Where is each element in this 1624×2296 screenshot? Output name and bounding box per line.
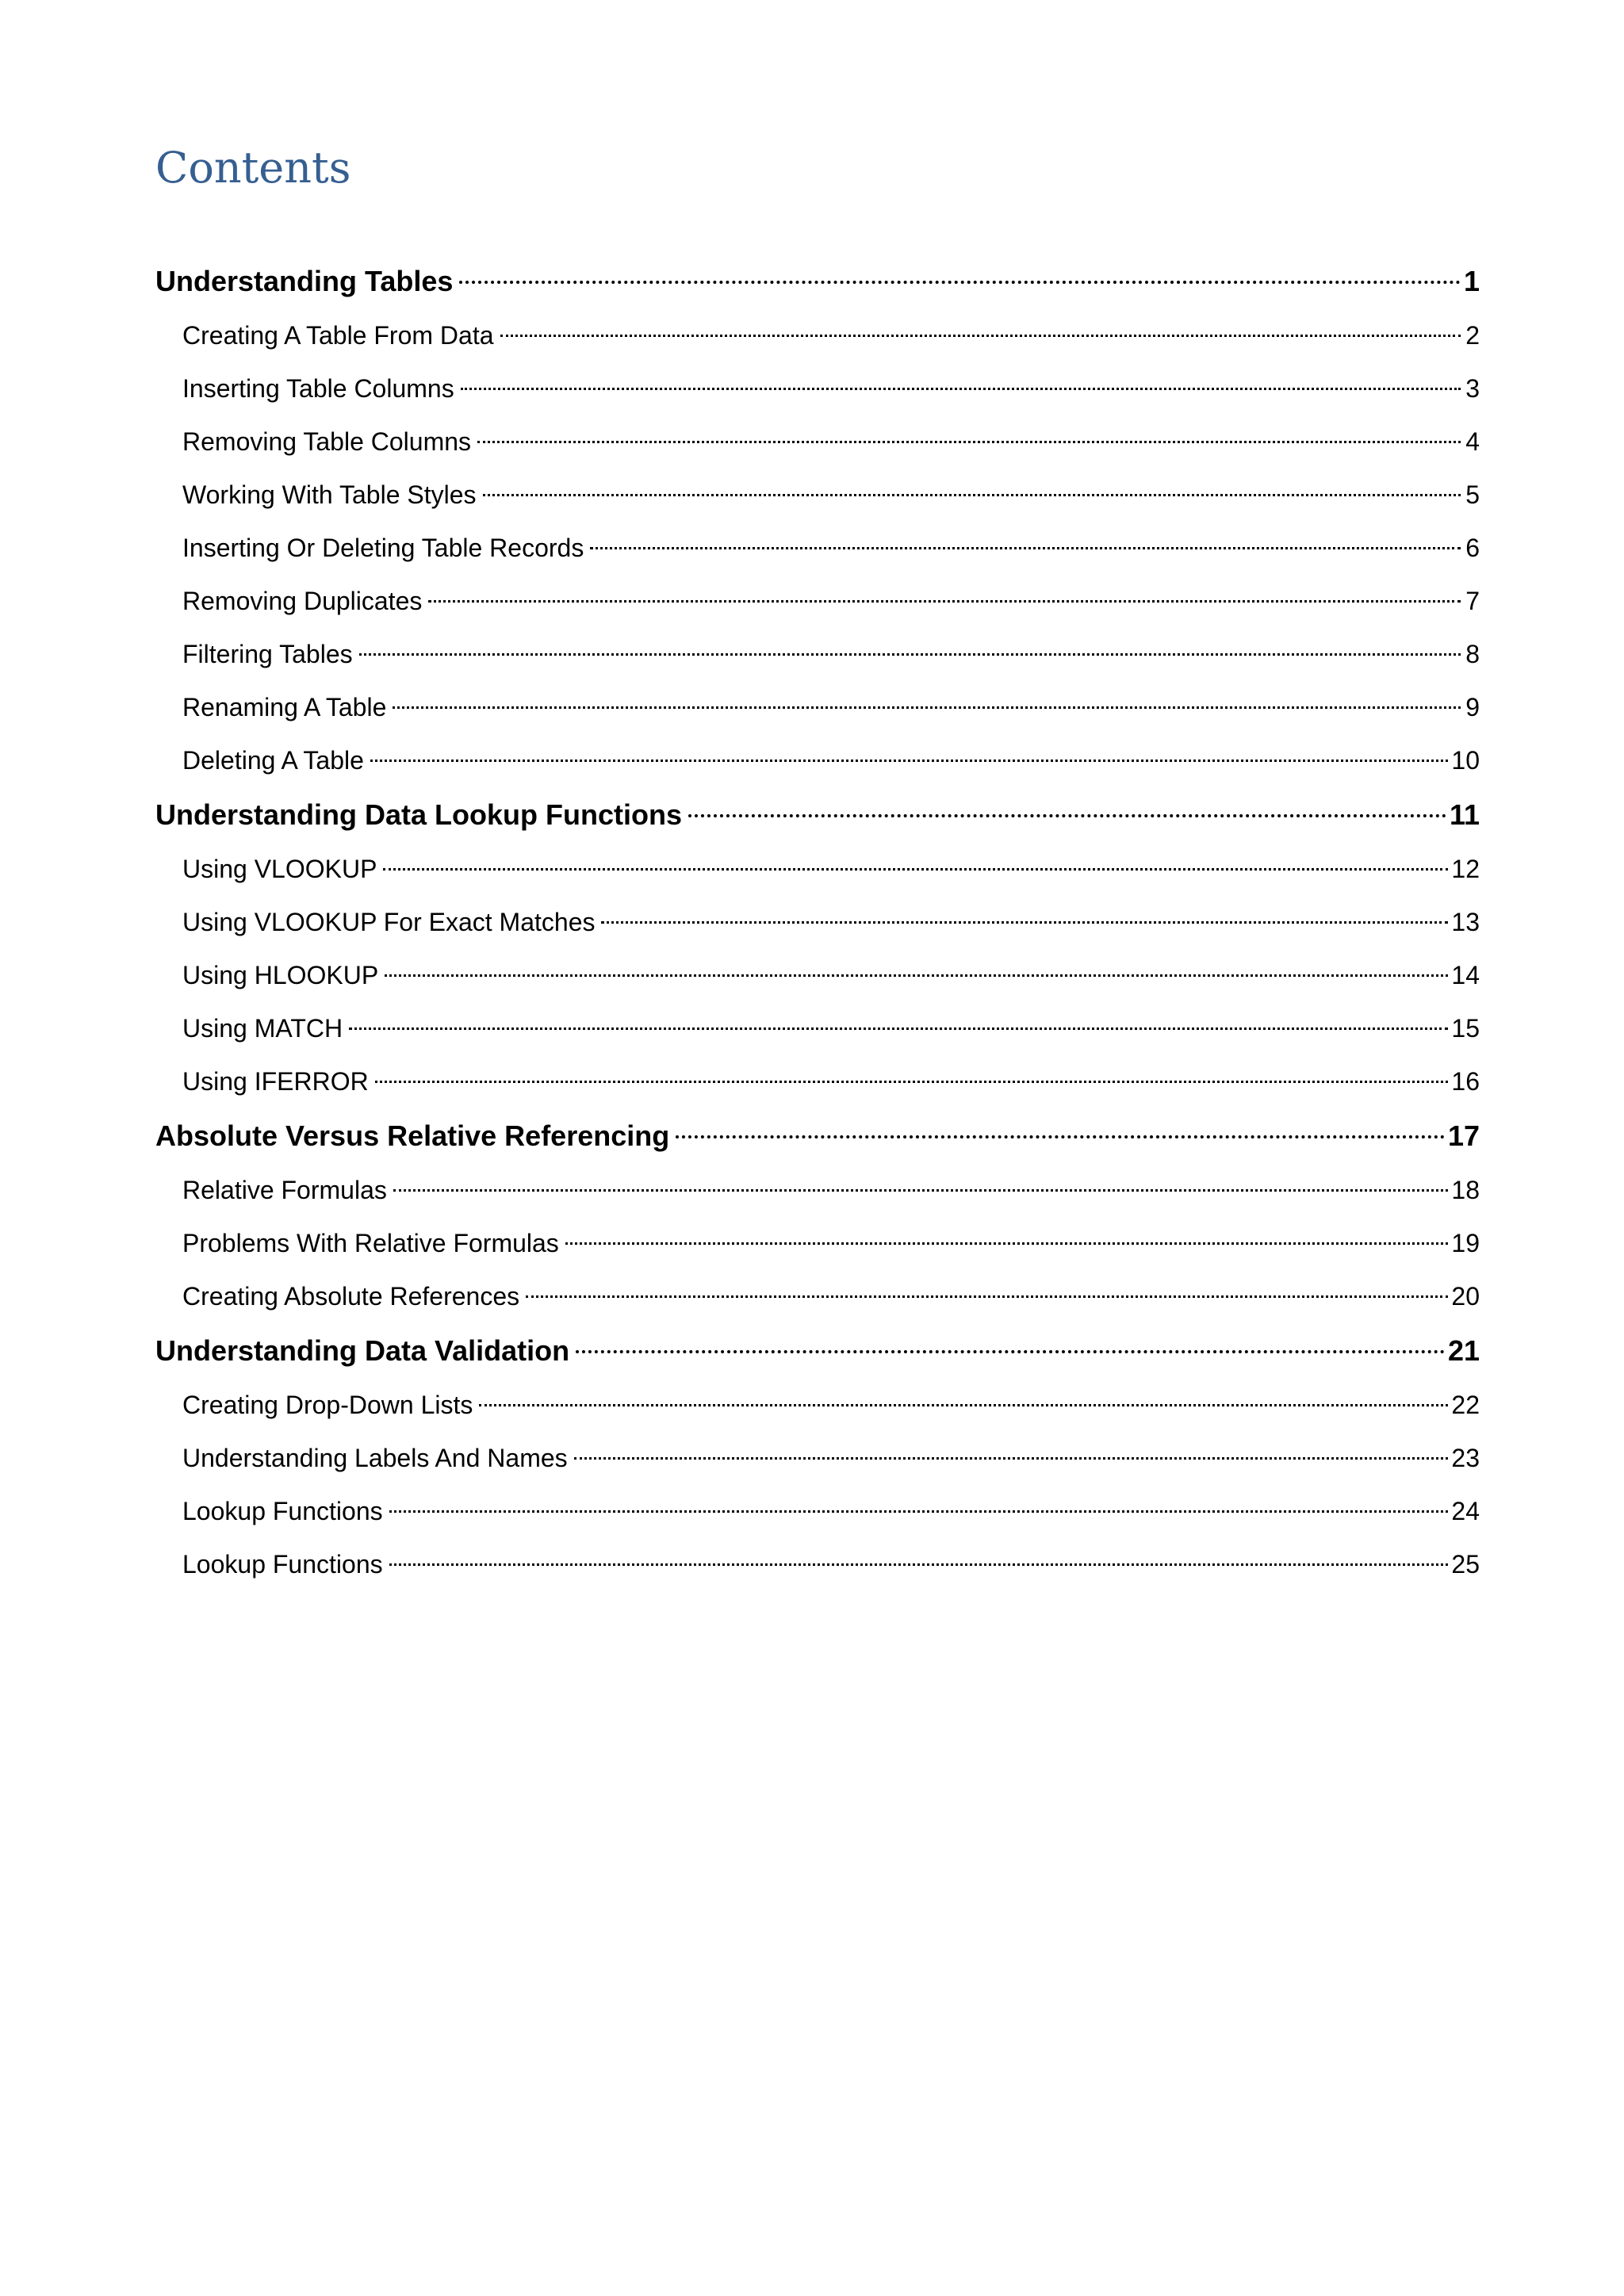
toc-page-number: 8 [1465,640,1480,668]
toc-entry-label: Lookup Functions [182,1497,383,1525]
toc-entry-removing-table-columns[interactable] [155,415,1480,469]
toc-entry-filtering-tables[interactable] [155,628,1480,681]
toc-page-number: 3 [1465,374,1480,403]
dot-leader [389,1510,1449,1513]
toc-page-number: 15 [1451,1014,1480,1043]
toc-entry-label: Understanding Labels And Names [182,1444,568,1472]
toc-page-number: 21 [1447,1334,1480,1367]
dot-leader [483,494,1461,496]
toc-entry-problems-with-relative-formulas[interactable] [155,1217,1480,1270]
toc-page-number: 5 [1465,480,1480,509]
toc-page-number: 12 [1451,855,1480,883]
toc-entry-label: Deleting A Table [182,746,364,775]
dot-leader [428,600,1461,603]
toc-page-number: 2 [1465,321,1480,350]
dot-leader [385,974,1448,977]
toc-heading-understanding-tables[interactable] [155,254,1480,309]
toc-heading-absolute-versus-relative-referencing[interactable] [155,1108,1480,1164]
toc-entry-working-with-table-styles[interactable] [155,469,1480,522]
toc-heading-understanding-data-validation[interactable] [155,1323,1480,1379]
toc-entry-label: Understanding Data Validation [155,1334,570,1367]
dot-leader [393,1189,1449,1192]
toc-entry-inserting-table-columns[interactable] [155,362,1480,415]
toc-entry-label: Filtering Tables [182,640,353,668]
table-of-contents [155,254,1480,1591]
toc-page-number: 22 [1451,1391,1480,1419]
toc-entry-label: Using VLOOKUP [182,855,377,883]
toc-entry-relative-formulas[interactable] [155,1164,1480,1217]
toc-page-number: 24 [1451,1497,1480,1525]
toc-entry-using-hlookup[interactable] [155,949,1480,1002]
dot-leader [383,868,1448,871]
toc-entry-label: Using HLOOKUP [182,961,379,989]
toc-entry-label: Using IFERROR [182,1067,369,1096]
toc-heading-understanding-data-lookup-functions[interactable] [155,787,1480,843]
dot-leader [349,1027,1448,1030]
dot-leader [370,760,1448,762]
toc-page-number: 11 [1449,798,1480,831]
toc-entry-label: Using VLOOKUP For Exact Matches [182,908,596,936]
toc-entry-label: Creating Absolute References [182,1282,520,1311]
toc-entry-label: Understanding Data Lookup Functions [155,798,682,831]
toc-page-number: 14 [1451,961,1480,989]
toc-page-number: 25 [1451,1550,1480,1578]
toc-entry-inserting-or-deleting-table-records[interactable] [155,522,1480,575]
toc-page-number: 9 [1465,693,1480,721]
toc-entry-label: Lookup Functions [182,1550,383,1578]
dot-leader [574,1457,1449,1460]
toc-page-number: 13 [1451,908,1480,936]
toc-page-number: 10 [1451,746,1480,775]
toc-page-number: 16 [1451,1067,1480,1096]
toc-entry-label: Creating A Table From Data [182,321,494,350]
toc-page-number: 1 [1463,265,1480,297]
toc-entry-creating-a-table-from-data[interactable] [155,309,1480,362]
toc-entry-label: Absolute Versus Relative Referencing [155,1119,670,1152]
toc-entry-creating-absolute-references[interactable] [155,1270,1480,1323]
dot-leader [500,335,1461,337]
toc-entry-creating-drop-down-lists[interactable] [155,1379,1480,1432]
toc-entry-label: Relative Formulas [182,1176,387,1204]
toc-entry-label: Inserting Table Columns [182,374,454,403]
dot-leader [461,388,1461,390]
dot-leader [375,1081,1449,1083]
dot-leader [601,921,1448,924]
toc-page-number: 19 [1451,1229,1480,1257]
toc-entry-understanding-labels-and-names[interactable] [155,1432,1480,1485]
dot-leader [526,1295,1448,1298]
dot-leader [393,706,1461,709]
toc-entry-deleting-a-table[interactable] [155,734,1480,787]
toc-page-number: 7 [1465,587,1480,615]
dot-leader [576,1350,1445,1353]
dot-leader [477,441,1461,443]
toc-entry-using-match[interactable] [155,1002,1480,1055]
toc-page-number: 20 [1451,1282,1480,1311]
dot-leader [565,1242,1449,1245]
toc-entry-label: Inserting Or Deleting Table Records [182,534,584,562]
toc-page-number: 4 [1465,427,1480,456]
toc-entry-label: Removing Table Columns [182,427,472,456]
toc-page-number: 17 [1447,1119,1480,1152]
dot-leader [590,547,1461,549]
toc-entry-label: Understanding Tables [155,265,454,297]
toc-entry-lookup-functions-2[interactable] [155,1538,1480,1591]
toc-entry-label: Working With Table Styles [182,480,477,509]
toc-entry-removing-duplicates[interactable] [155,575,1480,628]
page-title: Contents [155,143,351,193]
toc-entry-using-vlookup-for-exact-matches[interactable] [155,896,1480,949]
toc-page-number: 6 [1465,534,1480,562]
dot-leader [359,653,1461,656]
dot-leader [389,1563,1449,1566]
toc-entry-using-vlookup[interactable] [155,843,1480,896]
toc-entry-lookup-functions[interactable] [155,1485,1480,1538]
toc-entry-using-iferror[interactable] [155,1055,1480,1108]
toc-page-number: 18 [1451,1176,1480,1204]
toc-entry-renaming-a-table[interactable] [155,681,1480,734]
toc-entry-label: Renaming A Table [182,693,387,721]
dot-leader [459,281,1461,284]
toc-entry-label: Problems With Relative Formulas [182,1229,559,1257]
dot-leader [479,1404,1448,1406]
toc-entry-label: Creating Drop-Down Lists [182,1391,473,1419]
toc-page-number: 23 [1451,1444,1480,1472]
dot-leader [676,1135,1445,1138]
toc-entry-label: Removing Duplicates [182,587,423,615]
toc-entry-label: Using MATCH [182,1014,343,1043]
dot-leader [688,814,1446,817]
